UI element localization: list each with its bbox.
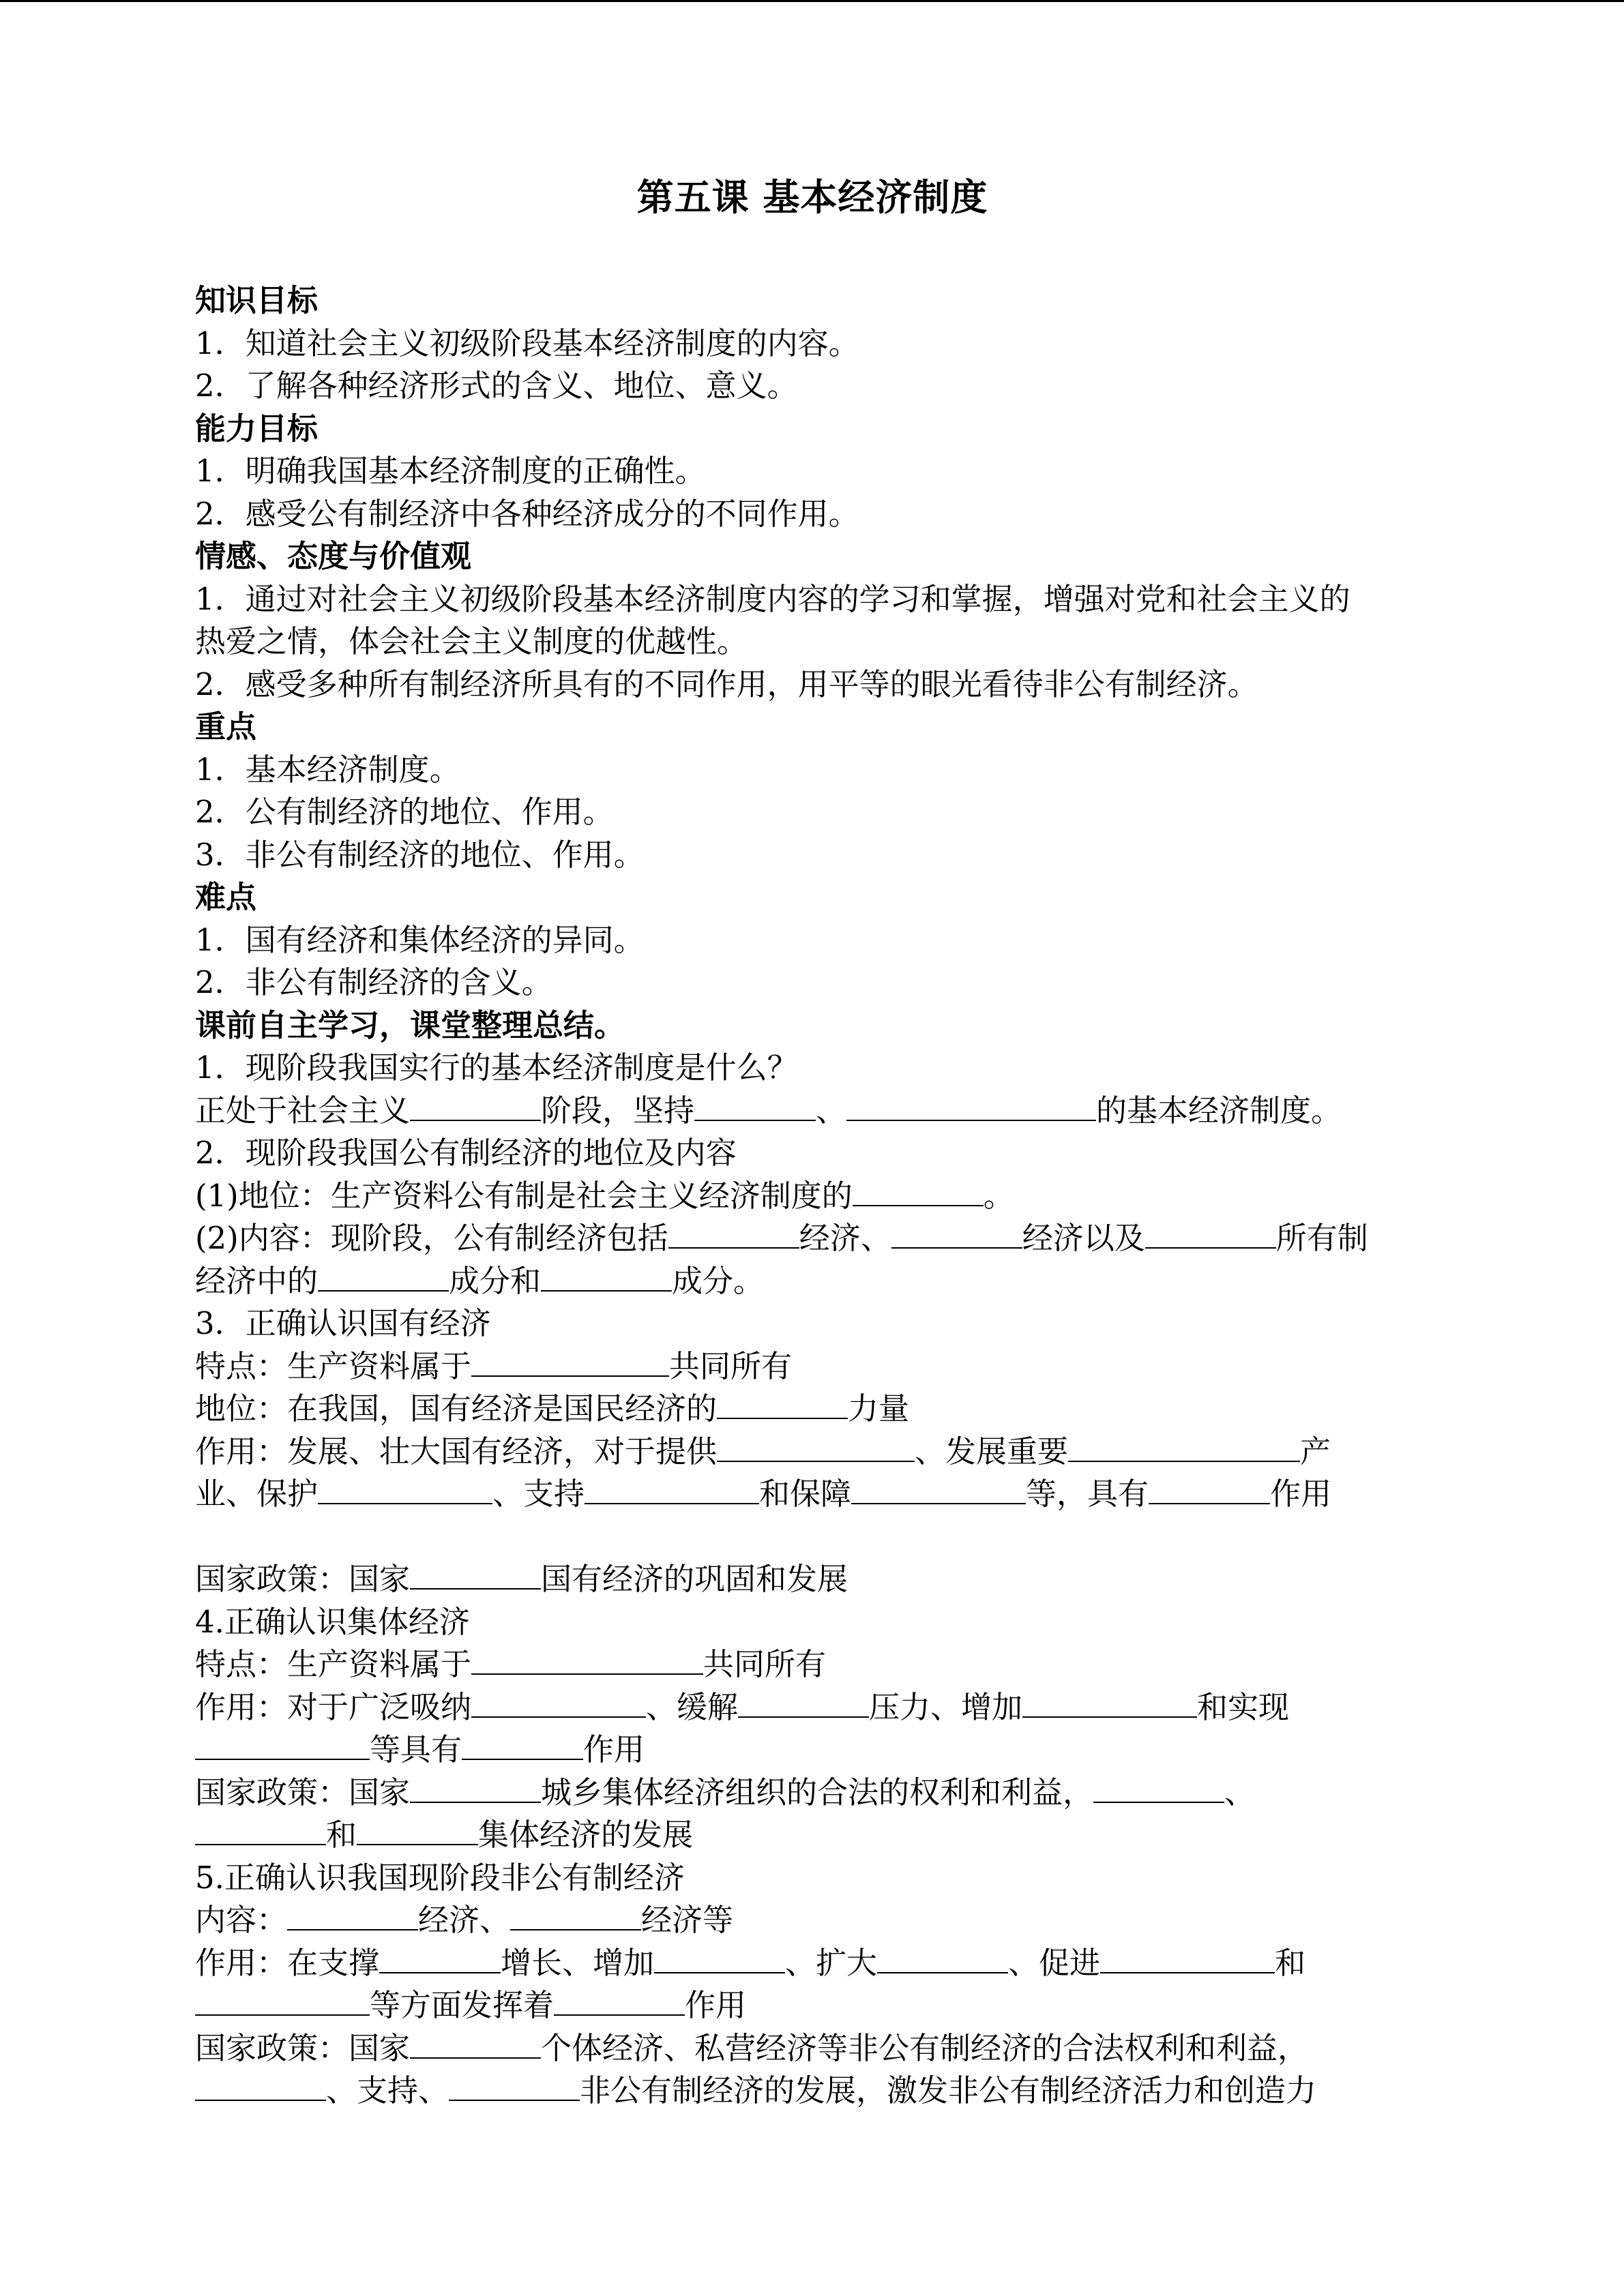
- question-4: 4.正确认识集体经济: [195, 1603, 470, 1640]
- attitude-item: 1．通过对社会主义初级阶段基本经济制度内容的学习和掌握，增强对党和社会主义的: [195, 580, 1350, 617]
- answer-line: [195, 1772, 1443, 1815]
- fill-blank[interactable]: [1093, 1772, 1224, 1803]
- fill-blank[interactable]: [195, 2070, 326, 2101]
- answer-text: 业、保护: [195, 1476, 319, 1512]
- answer-text: 等方面发挥着: [370, 1987, 555, 2023]
- answer-text: 产: [1300, 1433, 1331, 1470]
- keypoint-item: 1．基本经济制度。: [195, 751, 460, 788]
- answer-line: [195, 1899, 1443, 1942]
- answer-line: [195, 1558, 1443, 1601]
- question-2: 2．现阶段我国公有制经济的地位及内容: [195, 1135, 737, 1171]
- fill-blank[interactable]: [1100, 1942, 1275, 1973]
- answer-text: 特点：生产资料属于: [195, 1347, 472, 1384]
- ability-item: 2．感受公有制经济中各种经济成分的不同作用。: [195, 495, 859, 532]
- fill-blank[interactable]: [510, 1899, 641, 1930]
- answer-line: [195, 1729, 1443, 1772]
- top-border-line: [0, 0, 1624, 2]
- answer-text: 等具有: [370, 1731, 462, 1768]
- fill-blank[interactable]: [1149, 1473, 1270, 1504]
- fill-blank[interactable]: [554, 1984, 685, 2016]
- answer-text: 共同所有: [669, 1347, 793, 1384]
- fill-blank[interactable]: [410, 1090, 541, 1121]
- answer-text: 内容：: [195, 1902, 288, 1938]
- answer-text: 作用：在支撑: [195, 1944, 380, 1981]
- fill-blank[interactable]: [738, 1686, 869, 1718]
- fill-blank[interactable]: [891, 1217, 1022, 1249]
- fill-blank[interactable]: [195, 1984, 370, 2016]
- fill-blank[interactable]: [717, 1388, 848, 1419]
- answer-text: 作用: [1270, 1476, 1332, 1512]
- answer-text: 压力、增加: [869, 1688, 1023, 1725]
- fill-blank[interactable]: [410, 2027, 541, 2059]
- difficulty-item: 2．非公有制经济的含义。: [195, 964, 552, 1000]
- answer-text: 非公有制经济的发展，激发非公有制经济活力和创造力: [580, 2072, 1317, 2108]
- fill-blank[interactable]: [462, 1729, 583, 1760]
- answer-text: 所有制: [1275, 1220, 1368, 1256]
- answer-text: 地位：在我国，国有经济是国民经济的: [195, 1390, 718, 1427]
- answer-text: 作用: [685, 1987, 747, 2023]
- fill-blank[interactable]: [877, 1942, 1008, 1973]
- fill-blank[interactable]: [379, 1942, 501, 1973]
- fill-blank[interactable]: [1145, 1217, 1276, 1249]
- section-heading-attitude: 情感、态度与价值观: [195, 538, 472, 574]
- fill-blank[interactable]: [694, 1090, 816, 1121]
- answer-line: [195, 1942, 1443, 1985]
- fill-blank[interactable]: [410, 1772, 541, 1803]
- answer-text: 阶段，坚持: [541, 1092, 695, 1129]
- answer-line: [195, 2027, 1443, 2070]
- knowledge-item: 2．了解各种经济形式的含义、地位、意义。: [195, 368, 798, 404]
- answer-text: 、: [816, 1092, 847, 1129]
- page-title: 第五课 基本经济制度: [636, 176, 988, 219]
- answer-line: [195, 1643, 1443, 1686]
- answer-text: 、支持、: [326, 2072, 449, 2108]
- fill-blank[interactable]: [1022, 1686, 1197, 1718]
- answer-text: 集体经济的发展: [478, 1817, 694, 1853]
- fill-blank[interactable]: [668, 1217, 799, 1249]
- answer-line: [195, 1431, 1443, 1474]
- section-heading-knowledge: 知识目标: [195, 282, 319, 318]
- answer-text: 、促进: [1008, 1944, 1101, 1981]
- fill-blank[interactable]: [195, 1814, 326, 1845]
- answer-line: [195, 1388, 1443, 1431]
- answer-line: [195, 1984, 1443, 2027]
- answer-text: 力量: [848, 1390, 910, 1427]
- answer-text: 、支持: [492, 1476, 585, 1512]
- document-body: [195, 280, 1443, 2113]
- keypoint-item: 2．公有制经济的地位、作用。: [195, 794, 614, 830]
- fill-blank[interactable]: [1068, 1431, 1300, 1462]
- fill-blank[interactable]: [287, 1899, 418, 1930]
- fill-blank[interactable]: [585, 1473, 759, 1504]
- fill-blank[interactable]: [853, 1175, 984, 1206]
- answer-text: 正处于社会主义: [195, 1092, 411, 1129]
- answer-line: [195, 1345, 1443, 1388]
- section-heading-study: 课前自主学习，课堂整理总结。: [195, 1007, 625, 1043]
- question-5: 5.正确认识我国现阶段非公有制经济: [195, 1859, 685, 1896]
- answer-line: [195, 1814, 1443, 1857]
- answer-line: [195, 1260, 1443, 1303]
- answer-text: 个体经济、私营经济等非公有制经济的合法权利和利益，: [541, 2029, 1309, 2066]
- answer-text: 国家政策：国家: [195, 1561, 411, 1597]
- blank-line: [195, 1516, 1443, 1559]
- answer-line: [195, 1473, 1443, 1516]
- answer-text: 国家政策：国家: [195, 2029, 411, 2066]
- fill-blank[interactable]: [654, 1942, 785, 1973]
- answer-line: [195, 1175, 1443, 1218]
- answer-text: 和保障: [759, 1476, 852, 1512]
- answer-text: 作用：对于广泛吸纳: [195, 1688, 472, 1725]
- answer-text: 经济等: [641, 1902, 734, 1938]
- answer-text: 、: [1224, 1774, 1256, 1810]
- answer-text: 、发展重要: [915, 1433, 1069, 1470]
- keypoint-item: 3．非公有制经济的地位、作用。: [195, 836, 645, 873]
- fill-blank[interactable]: [449, 2070, 580, 2101]
- fill-blank[interactable]: [410, 1558, 541, 1590]
- answer-text: 成分。: [672, 1262, 765, 1299]
- answer-text: 的基本经济制度。: [1096, 1092, 1342, 1129]
- answer-text: 经济、: [418, 1902, 511, 1938]
- section-heading-keypoints: 重点: [195, 709, 257, 745]
- fill-blank[interactable]: [318, 1473, 492, 1504]
- answer-text: 国家政策：国家: [195, 1774, 411, 1810]
- answer-text: 成分和: [449, 1262, 542, 1299]
- attitude-item: 热爱之情，体会社会主义制度的优越性。: [195, 623, 748, 659]
- fill-blank[interactable]: [195, 1729, 370, 1760]
- answer-text: 共同所有: [703, 1646, 827, 1682]
- answer-text: (2)内容：现阶段，公有制经济包括: [195, 1220, 668, 1256]
- ability-item: 1．明确我国基本经济制度的正确性。: [195, 453, 706, 489]
- answer-text: 作用: [583, 1731, 645, 1768]
- fill-blank[interactable]: [471, 1643, 703, 1675]
- fill-blank[interactable]: [471, 1345, 669, 1377]
- answer-text: 经济以及: [1022, 1220, 1145, 1256]
- answer-text: 、缓解: [646, 1688, 739, 1725]
- fill-blank[interactable]: [471, 1686, 646, 1718]
- attitude-item: 2．感受多种所有制经济所具有的不同作用，用平等的眼光看待非公有制经济。: [195, 666, 1258, 702]
- difficulty-item: 1．国有经济和集体经济的异同。: [195, 921, 645, 958]
- answer-line: [195, 1090, 1443, 1133]
- answer-line: [195, 2070, 1443, 2113]
- answer-text: 特点：生产资料属于: [195, 1646, 472, 1682]
- answer-text: 城乡集体经济组织的合法的权利和利益，: [541, 1774, 1094, 1810]
- question-1: 1．现阶段我国实行的基本经济制度是什么？: [195, 1049, 798, 1086]
- fill-blank[interactable]: [717, 1431, 915, 1462]
- answer-text: 、扩大: [785, 1944, 878, 1981]
- fill-blank[interactable]: [851, 1473, 1026, 1504]
- answer-text: 和: [326, 1817, 357, 1853]
- answer-text: 增长、增加: [501, 1944, 655, 1981]
- knowledge-item: 1．知道社会主义初级阶段基本经济制度的内容。: [195, 325, 859, 361]
- answer-text: (1)地位：生产资料公有制是社会主义经济制度的: [195, 1177, 853, 1214]
- answer-text: 经济、: [799, 1220, 891, 1256]
- answer-text: 经济中的: [195, 1262, 319, 1299]
- fill-blank[interactable]: [318, 1260, 449, 1292]
- section-heading-ability: 能力目标: [195, 410, 319, 447]
- answer-text: 作用：发展、壮大国有经济，对于提供: [195, 1433, 718, 1470]
- answer-text: 和实现: [1197, 1688, 1290, 1725]
- answer-text: 。: [983, 1177, 1014, 1214]
- answer-text: 等，具有: [1026, 1476, 1149, 1512]
- answer-line: [195, 1686, 1443, 1729]
- answer-text: 国有经济的巩固和发展: [541, 1561, 848, 1597]
- section-heading-difficulties: 难点: [195, 879, 257, 915]
- answer-line: [195, 1217, 1443, 1260]
- answer-text: 和: [1275, 1944, 1306, 1981]
- fill-blank[interactable]: [846, 1090, 1096, 1121]
- fill-blank[interactable]: [357, 1814, 478, 1845]
- question-3: 3．正确认识国有经济: [195, 1305, 491, 1341]
- fill-blank[interactable]: [541, 1260, 672, 1292]
